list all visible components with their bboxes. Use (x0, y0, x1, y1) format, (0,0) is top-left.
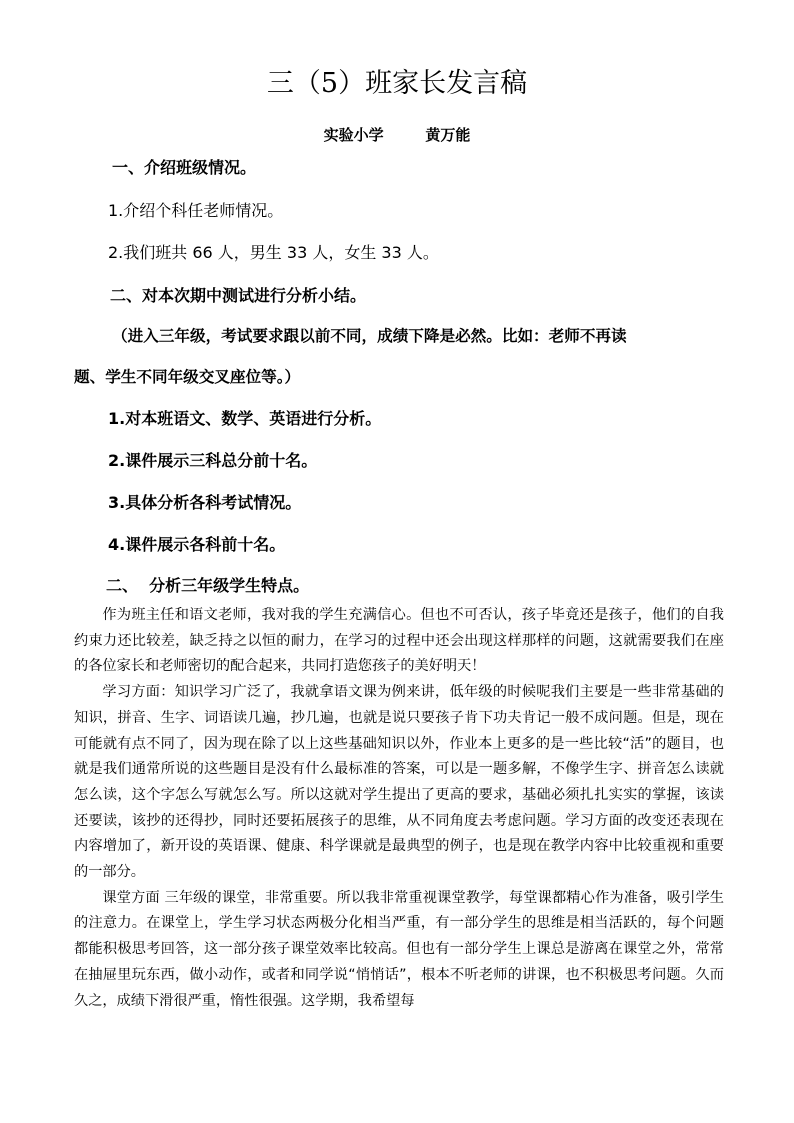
section-3-body (74, 603, 724, 1014)
section-2-item-1: 1.对本班语文、数学、英语进行分析。 (108, 409, 382, 428)
section-2-note-line-1: （进入三年级，考试要求跟以前不同，成绩下降是必然。比如：老师不再读 (112, 327, 627, 345)
author-line: 实验小学 黄万能 (323, 126, 471, 144)
section-2-item-2: 2.课件展示三科总分前十名。 (108, 451, 318, 470)
paragraph: 作为班主任和语文老师，我对我的学生充满信心。但也不可否认，孩子毕竟还是孩子，他们的自我约束力还比较差，缺乏持之以恒的耐力，在学习的过程中还会出现这样那样的问题，这就需要我们在座的各位家长和老师密切的配合起来，共同打造您孩子的美好明天！ (74, 607, 724, 675)
section-3-heading: 二、 分析三年级学生特点。 (106, 576, 310, 595)
paragraph: 学习方面：知识学习广泛了，我就拿语文课为例来讲，低年级的时候呢我们主要是一些非常基础的知识，拼音、生字、词语读几遍，抄几遍，也就是说只要孩子肯下功夫肯记一般不成问题。但是，现在可能就有点不同了，因为现在除了以上这些基础知识以外，作业本上更多的是一些比较“活”的题目，也就是我们通常所说的这些题目是没有什么最标准的答案，可以是一题多解，不像学生字、拼音怎么读就怎么读，这个字怎么写就怎么写。所以这就对学生提出了更高的要求，基础必须扎扎实实的掌握，该读还要读，该抄的还得抄，同时还要拓展孩子的思维，从不同角度去考虑问题。学习方面的改变还表现在内容增加了，新开设的英语课、健康、科学课就是最典型的例子，也是现在教学内容中比较重视和重要的一部分。 (74, 684, 724, 881)
section-1-item-1: 1.介绍个科任老师情况。 (108, 201, 284, 220)
document-title: 三（5）班家长发言稿 (266, 68, 528, 99)
section-1-item-2: 2.我们班共 66 人，男生 33 人，女生 33 人。 (108, 243, 439, 262)
section-2-heading: 二、对本次期中测试进行分析小结。 (110, 286, 367, 305)
section-2-item-3: 3.具体分析各科考试情况。 (108, 493, 302, 512)
section-1-heading: 一、介绍班级情况。 (112, 158, 257, 177)
section-2-item-4: 4.课件展示各科前十名。 (108, 535, 286, 554)
paragraph: 课堂方面 三年级的课堂，非常重要。所以我非常重视课堂教学，每堂课都精心作为准备，吸引学生的注意力。在课堂上，学生学习状态两极分化相当严重，有一部分学生的思维是相当活跃的，每个问题都能积极思考回答，这一部分孩子课堂效率比较高。但也有一部分学生上课总是游离在课堂之外，常常在抽屉里玩东西，做小动作，或者和同学说“悄悄话”，根本不听老师的讲课，也不积极思考问题。久而久之，成绩下滑很严重，惰性很强。这学期，我希望每 (74, 889, 724, 1009)
section-2-note-line-2: 题、学生不同年级交叉座位等。） (74, 368, 301, 386)
